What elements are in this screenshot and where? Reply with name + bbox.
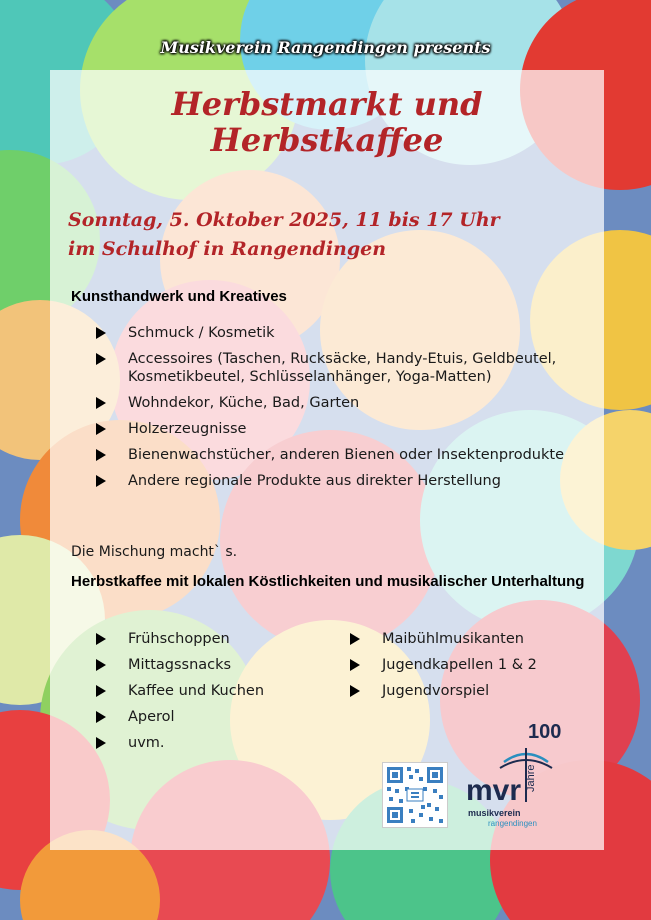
arrow-bullet-icon — [96, 423, 106, 435]
logo-vertical-text: Jahre — [525, 764, 537, 792]
list-item: Andere regionale Produkte aus direkter Herstellung — [96, 472, 576, 490]
arrow-bullet-icon — [96, 475, 106, 487]
arrow-bullet-icon — [96, 449, 106, 461]
list-item: Frühschoppen — [96, 630, 336, 648]
arrow-bullet-icon — [96, 397, 106, 409]
event-date-location — [68, 206, 598, 264]
logo-mark: mvr — [466, 774, 522, 807]
list-item: Jugendkapellen 1 & 2 — [350, 656, 590, 674]
arrow-bullet-icon — [96, 685, 106, 697]
list-item: Aperol — [96, 708, 336, 726]
kunsthandwerk-list — [96, 324, 576, 498]
section-herbstkaffee-heading: Herbstkaffee mit lokalen Köstlichkeiten und musikalischer Unterhaltung — [71, 573, 585, 590]
logo-line2: rangendingen — [488, 819, 537, 828]
event-location: im Schulhof in Rangendingen — [68, 238, 387, 260]
event-title-line-2: Herbstkaffee — [210, 121, 444, 159]
arrow-bullet-icon — [96, 353, 106, 365]
arrow-bullet-icon — [96, 327, 106, 339]
event-title — [50, 86, 604, 158]
section-kunsthandwerk-heading: Kunsthandwerk und Kreatives — [71, 288, 287, 305]
mvr-100-jahre-logo — [466, 718, 566, 830]
list-item: uvm. — [96, 734, 336, 752]
arrow-bullet-icon — [96, 659, 106, 671]
mix-note: Die Mischung macht` s. — [71, 544, 238, 560]
list-item: Accessoires (Taschen, Rucksäcke, Handy-Etuis, Geldbeutel, Kosmetikbeutel, Schlüsselanhänger, Yoga-Matten) — [96, 350, 576, 386]
arrow-bullet-icon — [96, 711, 106, 723]
list-item: Bienenwachstücher, anderen Bienen oder Insektenprodukte — [96, 446, 576, 464]
arrow-bullet-icon — [96, 737, 106, 749]
list-item: Mittagssnacks — [96, 656, 336, 674]
list-item: Holzerzeugnisse — [96, 420, 576, 438]
qr-code-icon — [382, 762, 448, 828]
logo-number: 100 — [528, 721, 562, 743]
list-item: Maibühlmusikanten — [350, 630, 590, 648]
herbstkaffee-list-left — [96, 630, 336, 760]
herbstkaffee-list-right — [350, 630, 590, 708]
header-presents: Musikverein Rangendingen presents — [160, 38, 491, 57]
arrow-bullet-icon — [350, 685, 360, 697]
content-panel — [50, 70, 604, 850]
list-item: Kaffee und Kuchen — [96, 682, 336, 700]
event-title-line-1: Herbstmarkt und — [171, 85, 483, 123]
event-date: Sonntag, 5. Oktober 2025, 11 bis 17 Uhr — [68, 209, 500, 231]
arrow-bullet-icon — [350, 659, 360, 671]
list-item: Schmuck / Kosmetik — [96, 324, 576, 342]
arrow-bullet-icon — [96, 633, 106, 645]
list-item: Jugendvorspiel — [350, 682, 590, 700]
list-item: Wohndekor, Küche, Bad, Garten — [96, 394, 576, 412]
logo-line1: musikverein — [468, 808, 521, 818]
arrow-bullet-icon — [350, 633, 360, 645]
